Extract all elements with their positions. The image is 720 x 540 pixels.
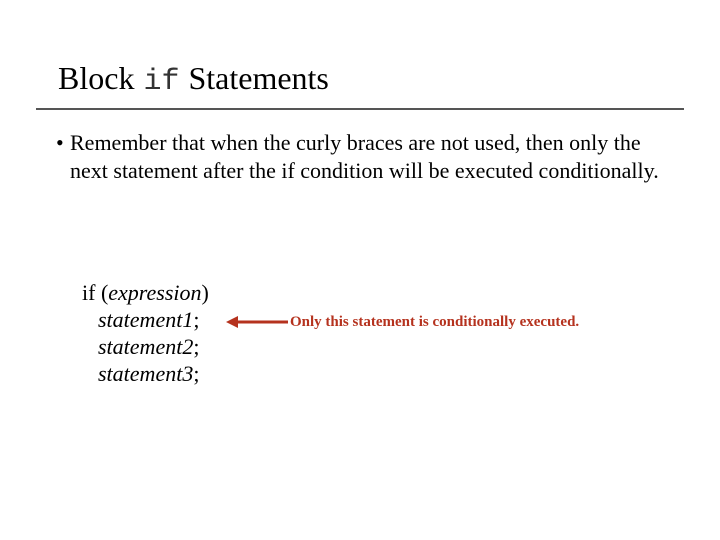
code-if-line (82, 279, 209, 306)
title-divider (36, 108, 684, 110)
code-expression: expression (108, 280, 202, 305)
code-statement-line-1 (82, 306, 209, 333)
code-semicolon: ; (193, 307, 200, 332)
code-if-close: ) (201, 280, 209, 305)
slide-title (58, 56, 329, 104)
code-semicolon: ; (193, 334, 200, 359)
title-suffix: Statements (188, 60, 329, 96)
bullet-icon: • (56, 130, 64, 155)
code-statement-name: statement3 (98, 361, 194, 386)
code-example (82, 279, 209, 387)
bullet-point (56, 129, 676, 185)
code-statement-name: statement1 (98, 307, 194, 332)
code-statement-line-3 (82, 360, 209, 387)
code-if-keyword: if ( (82, 280, 109, 305)
code-statement-name: statement2 (98, 334, 194, 359)
code-statement-line-2 (82, 333, 209, 360)
title-keyword: if (143, 65, 180, 99)
arrow-left-icon (224, 313, 290, 331)
bullet-text: Remember that when the curly braces are not used, then only the next statement after the if condition will be executed conditionally. (70, 130, 659, 183)
annotation-text: Only this statement is conditionally executed. (290, 314, 580, 330)
title-prefix: Block (58, 60, 135, 96)
code-semicolon: ; (193, 361, 200, 386)
